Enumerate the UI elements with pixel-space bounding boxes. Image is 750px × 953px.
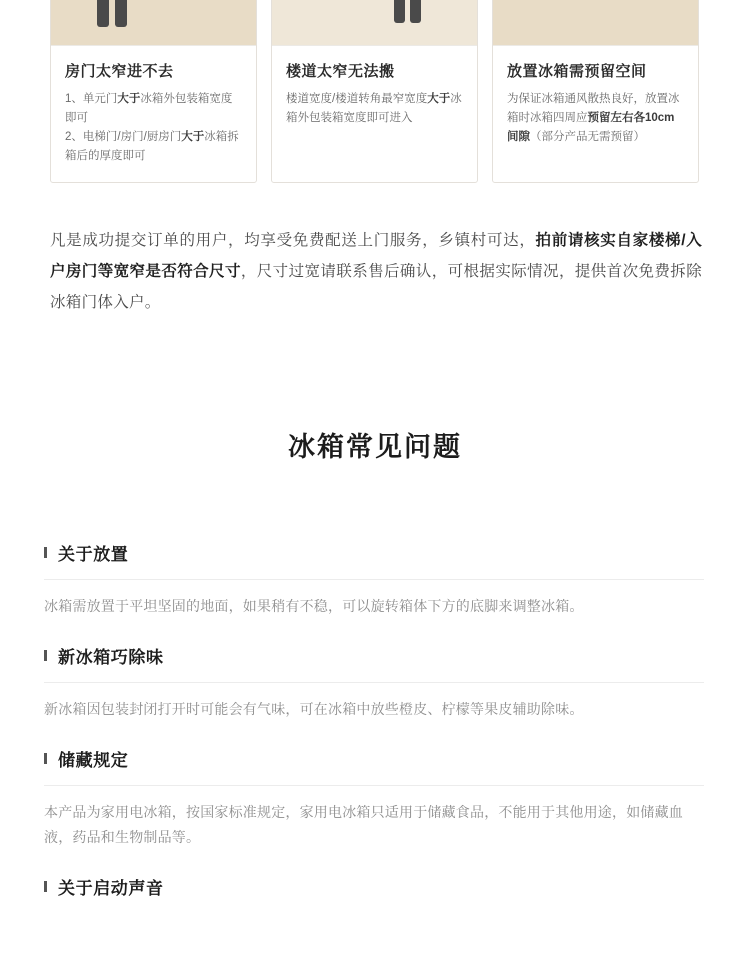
card-title: 楼道太窄无法搬 [286, 63, 395, 80]
faq-question: 关于放置 [44, 540, 704, 565]
floor-shape [51, 0, 256, 45]
faq-section-heading: 冰箱常见问题 [288, 432, 462, 462]
faq-item [44, 643, 704, 740]
delivery-note-paragraph [50, 225, 702, 318]
card-line-strong: 大于 [181, 131, 205, 143]
card-body [51, 46, 256, 182]
faq-question: 关于启动声音 [44, 874, 704, 899]
person-leg-shape [115, 0, 127, 27]
card-title: 放置冰箱需预留空间 [507, 63, 647, 80]
delivery-note-part2: ，尺寸过宽请联系售后确认，可根据实际情况，提供首次免费拆除冰箱门体入户。 [50, 263, 702, 311]
card-line-post: （部分产品无需预留） [530, 131, 645, 143]
doorway-too-narrow-illustration [51, 0, 256, 46]
card-body [272, 46, 477, 144]
card-stairwell-too-narrow [271, 0, 478, 183]
faq-item [44, 874, 704, 899]
card-text [65, 90, 242, 166]
card-line-pre: 为保证冰箱通风散热良好，放置冰箱时冰箱四周应 [507, 93, 680, 124]
person-leg-shape [97, 0, 109, 27]
faq-answer: 新冰箱因包装封闭打开时可能会有气味，可在冰箱中放些橙皮、柠檬等果皮辅助除味。 [44, 682, 704, 740]
installation-requirement-cards [50, 0, 700, 183]
faq-item [44, 540, 704, 637]
card-text [286, 90, 463, 128]
card-line-post: 冰箱外包装箱宽度即可进入 [286, 93, 462, 124]
faq-item [44, 746, 704, 868]
faq-answer: 冰箱需放置于平坦坚固的地面，如果稍有不稳，可以旋转箱体下方的底脚来调整冰箱。 [44, 579, 704, 637]
card-line-strong: 大于 [427, 93, 451, 105]
card-line-pre: 1、单元门 [65, 93, 118, 105]
faq-list [44, 540, 704, 905]
card-line-strong: 预留左右各10cm间隙 [507, 112, 675, 143]
card-line-strong: 大于 [117, 93, 141, 105]
card-line-post: 冰箱拆箱后的厚度即可 [65, 131, 239, 162]
card-reserve-space [492, 0, 699, 183]
reserve-space-illustration [493, 0, 698, 46]
faq-answer: 本产品为家用电冰箱，按国家标准规定，家用电冰箱只适用于储藏食品，不能用于其他用途，如储藏血液，药品和生物制品等。 [44, 785, 704, 868]
stairwell-too-narrow-illustration [272, 0, 477, 46]
card-line-post: 冰箱外包装箱宽度即可 [65, 93, 233, 124]
faq-question: 新冰箱巧除味 [44, 643, 704, 668]
floor-shape [493, 0, 698, 45]
person-leg-shape [394, 0, 405, 23]
card-line-pre: 2、电梯门/房门/厨房门 [65, 131, 182, 143]
card-body [493, 46, 698, 163]
card-line-pre: 楼道宽度/楼道转角最窄宽度 [286, 93, 428, 105]
delivery-note-part1: 凡是成功提交订单的用户，均享受免费配送上门服务，乡镇村可达， [50, 232, 536, 249]
delivery-note-bold: 拍前请核实自家楼梯/入户房门等宽窄是否符合尺寸 [50, 232, 702, 280]
person-leg-shape [410, 0, 421, 23]
faq-question: 储藏规定 [44, 746, 704, 771]
card-title: 房门太窄进不去 [65, 63, 174, 80]
card-text [507, 90, 684, 147]
card-doorway-too-narrow [50, 0, 257, 183]
